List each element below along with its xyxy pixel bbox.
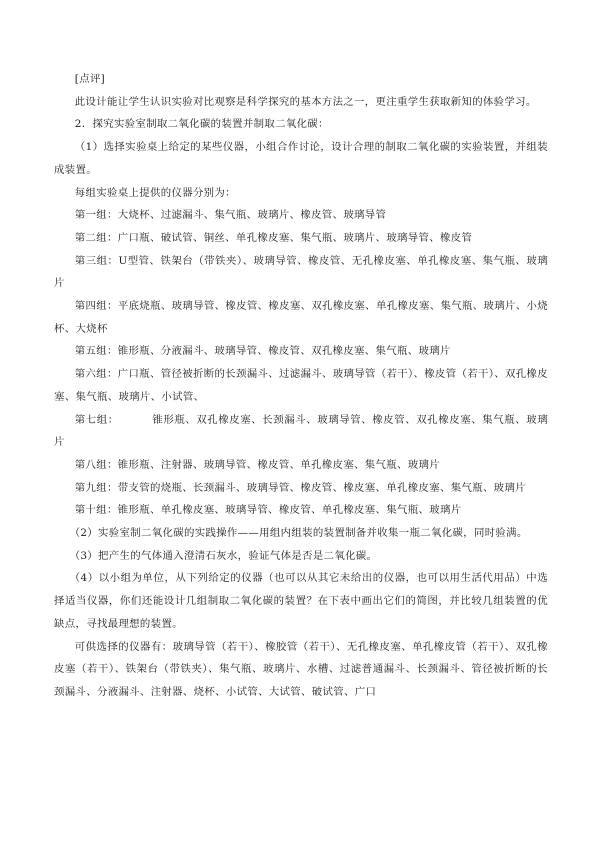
group-label: 第十组： — [74, 504, 118, 517]
group-items: 带支管的烧瓶、长颈漏斗、玻璃导管、橡皮管、橡皮塞、单孔橡皮塞、集气瓶、玻璃片 — [117, 481, 526, 494]
group-items: U型管、铁架台（带铁夹）、玻璃导管、橡皮管、无孔橡皮塞、单孔橡皮塞、集气瓶、玻璃片 — [54, 254, 548, 290]
comment-heading: [点评] — [74, 73, 106, 85]
group-items: 锥形瓶、分液漏斗、玻璃导管、橡皮管、双孔橡皮塞、集气瓶、玻璃片 — [117, 345, 451, 358]
group-items: 广口瓶、破试管、铜丝、单孔橡皮塞、集气瓶、玻璃片、玻璃导管、橡皮管 — [117, 231, 473, 244]
step-2: （2）实验室制二氧化碳的实践操作——用组内组装的装置制备并收集一瓶二氧化碳，同时验满。 — [69, 527, 528, 540]
group-item — [54, 295, 548, 340]
group-item — [54, 409, 548, 454]
group-label: 第三组： — [74, 254, 119, 267]
group-label: 第九组： — [74, 481, 118, 494]
group-item — [54, 250, 548, 295]
group-items: 锥形瓶、双孔橡皮塞、长颈漏斗、玻璃导管、橡皮管、双孔橡皮塞、集气瓶、玻璃片 — [54, 413, 548, 449]
step-3: （3）把产生的气体通入澄清石灰水，验证气体是否是二氧化碳。 — [69, 549, 378, 562]
group-label: 第二组： — [74, 231, 118, 244]
document-body — [54, 68, 548, 704]
step-4: （4）以小组为单位，从下列给定的仪器（也可以从其它未给出的仪器，也可以用生活代用品）中选择适当仪器，你们还能设计几组制取二氧化碳的装置？在下表中画出它们的简图，并比较几组装置的优缺点，寻找最理想的装置。 — [54, 572, 548, 630]
group-label: 第一组： — [74, 209, 118, 222]
group-item — [54, 363, 548, 408]
group-label: 第六组： — [74, 368, 118, 381]
group-label: 第八组： — [74, 458, 118, 471]
available-instruments: 可供选择的仪器有：玻璃导管（若干）、橡胶管（若干）、无孔橡皮塞、单孔橡皮管（若干）、双孔橡皮塞（若干）、铁架台（带铁夹）、集气瓶、玻璃片、水槽、过滤普通漏斗、长颈漏斗、管径被折断的长颈漏斗、分液漏斗、注射器、烧杯、小试管、大试管、破试管、广口 — [54, 640, 548, 698]
group-item — [54, 340, 548, 363]
group-label: 第四组： — [74, 300, 118, 313]
group-items: 广口瓶、管径被折断的长颈漏斗、过滤漏斗、玻璃导管（若干）、橡皮管（若干）、双孔橡皮塞、集气瓶、玻璃片、小试管、 — [54, 368, 548, 403]
group-items: 大烧杯、过滤漏斗、集气瓶、玻璃片、橡皮管、玻璃导管 — [117, 209, 387, 222]
group-items: 平底烧瓶、玻璃导管、橡皮管、橡皮塞、双孔橡皮塞、单孔橡皮塞、集气瓶、玻璃片、小烧杯、大烧杯 — [54, 300, 549, 335]
section-title: 2．探究实验室制取二氧化碳的装置并制取二氧化碳： — [74, 118, 329, 131]
group-items: 锥形瓶、注射器、玻璃导管、橡皮管、单孔橡皮塞、集气瓶、玻璃片 — [117, 458, 440, 471]
groups-intro: 每组实验桌上提供的仪器分别为： — [74, 186, 236, 199]
group-item — [54, 227, 548, 250]
comment-body: 此设计能让学生认识实验对比观察是科学探究的基本方法之一，更注重学生获取新知的体验学习。 — [74, 95, 537, 108]
group-item — [54, 499, 548, 522]
group-item — [54, 477, 548, 500]
group-items: 锥形瓶、单孔橡皮塞、玻璃导管、橡皮管、单孔橡皮塞、集气瓶、玻璃片 — [117, 504, 462, 517]
group-label: 第五组： — [74, 345, 118, 358]
group-item — [54, 204, 548, 227]
group-label: 第七组： — [74, 413, 119, 426]
group-item — [54, 454, 548, 477]
step-1: （1）选择实验桌上给定的某些仪器，小组合作讨论，设计合理的制取二氧化碳的实验装置，并组装成装置。 — [54, 141, 548, 176]
